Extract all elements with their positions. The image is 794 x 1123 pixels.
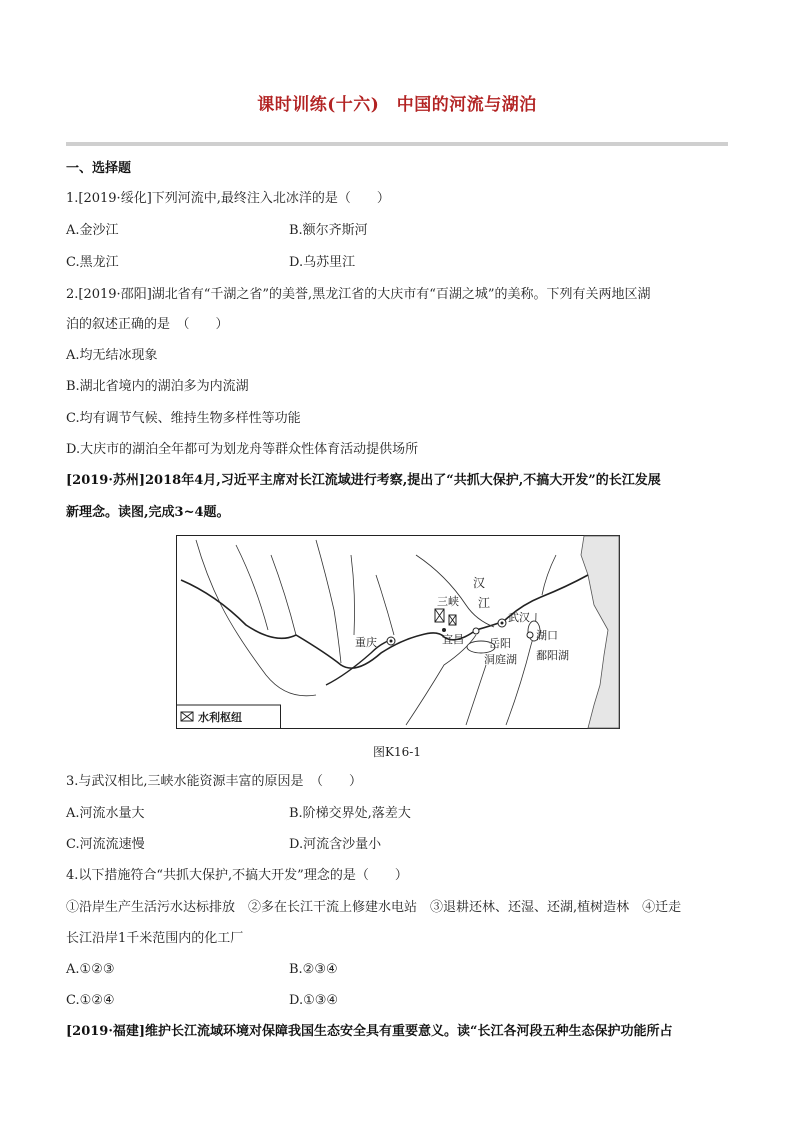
yichang-city-marker [442,628,446,632]
q3-option-b: B.阶梯交界处,落差大 [289,806,411,821]
section-heading: 一、选择题 [66,161,132,176]
q1-option-d: D.乌苏里江 [289,255,356,270]
q4-option-b: B.②③④ [289,962,338,977]
map-label-yueyang: 岳阳 [489,637,511,650]
map-label-poyang: 鄱阳湖 [536,649,569,662]
q2-option-d: D.大庆市的湖泊全年都可为划龙舟等群众性体育活动提供场所 [66,442,419,457]
context1-line2: 新理念。读图,完成3~4题。 [66,505,230,520]
map-label-yichang: 宜昌 [442,633,464,646]
q3-option-d: D.河流含沙量小 [289,837,382,852]
map-legend-label: 水利枢纽 [198,711,242,724]
q2-stem-line1: 2.[2019·邵阳]湖北省有“千湖之省”的美誉,黑龙江省的大庆市有“百湖之城”的美称。下列有关两地区湖 [66,287,651,302]
wuhan-city-marker [498,619,506,627]
q1-option-c: C.黑龙江 [66,255,119,270]
q3-option-a: A.河流水量大 [66,806,145,821]
q3-stem: 3.与武汉相比,三峡水能资源丰富的原因是 （ ） [66,774,363,789]
map-label-jiang: 江 [478,596,491,610]
map-label-hukou: 湖口 [536,629,558,642]
q4-items-line2: 长江沿岸1千米范围内的化工厂 [66,931,244,946]
map-label-chongqing: 重庆 [355,636,377,649]
q2-option-c: C.均有调节气候、维持生物多样性等功能 [66,411,301,426]
q4-option-a: A.①②③ [66,962,115,977]
hukou-city-marker [527,632,533,638]
context1-line1: [2019·苏州]2018年4月,习近平主席对长江流域进行考察,提出了“共抓大保护,不搞大开发”的长江发展 [66,473,661,488]
q2-option-b: B.湖北省境内的湖泊多为内流湖 [66,379,249,394]
q1-option-b: B.额尔齐斯河 [289,223,368,238]
context2-line1: [2019·福建]维护长江流域环境对保障我国生态安全具有重要意义。读“长江各河段五种生态保护功能所占 [66,1024,673,1039]
hydro-hub-legend-icon [181,712,193,721]
map-label-dongting: 洞庭湖 [484,653,517,666]
q2-stem-line2: 泊的叙述正确的是 （ ） [66,317,229,332]
q4-option-c: C.①②④ [66,993,115,1008]
q4-stem: 4.以下措施符合“共抓大保护,不搞大开发”理念的是（ ） [66,868,408,883]
page-title: 课时训练(十六) 中国的河流与湖泊 [257,95,537,115]
title-divider [66,142,728,146]
yueyang-city-marker [473,628,479,634]
chongqing-city-marker [387,637,395,645]
map-label-sanxia: 三峡 [437,595,459,608]
q2-option-a: A.均无结冰现象 [66,348,158,363]
map-label-han: 汉 [473,576,486,590]
q1-option-a: A.金沙江 [66,223,119,238]
q3-option-c: C.河流流速慢 [66,837,145,852]
yangtze-river-map [176,535,620,729]
q4-option-d: D.①③④ [289,993,339,1008]
figure-caption: 图K16-1 [373,745,421,759]
q4-items-line1: ①沿岸生产生活污水达标排放 ②多在长江干流上修建水电站 ③退耕还林、还湿、还湖,植树造林 ④迁走 [66,900,682,915]
map-label-wuhan: 武汉 [508,611,530,624]
q1-stem: 1.[2019·绥化]下列河流中,最终注入北冰洋的是（ ） [66,191,390,206]
